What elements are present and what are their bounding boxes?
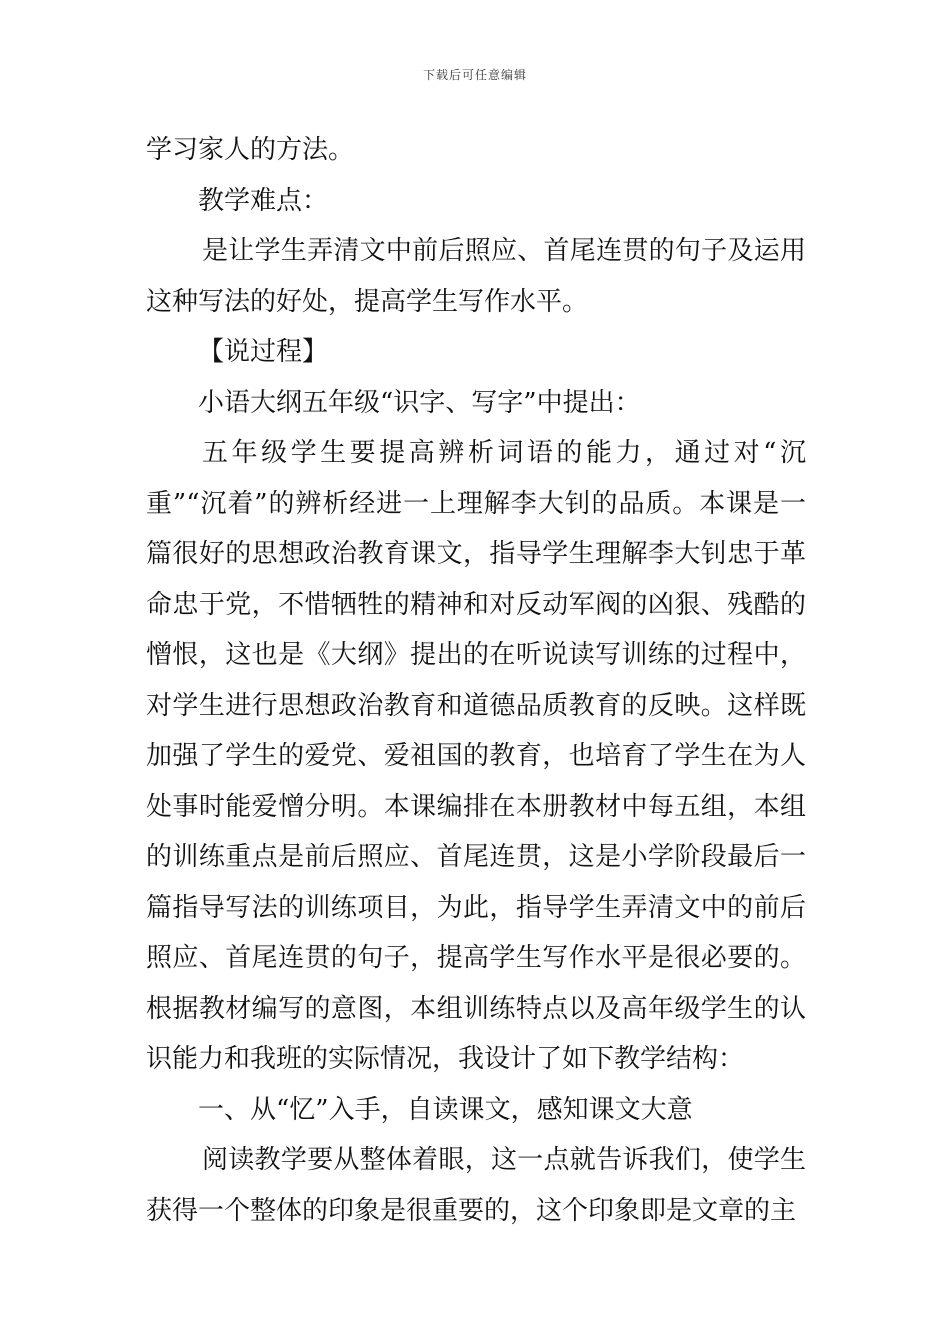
heading-step-one: 一、从“忆”入手，自读课文，感知课文大意 [198,1094,693,1125]
paragraph-syllabus: 小语大纲五年级“识字、写字”中提出： [198,387,641,418]
heading-teaching-difficulty: 教学难点： [198,185,329,216]
paragraph-continuation: 学习家人的方法。 [146,135,355,165]
paragraph-difficulty: 是让学生弄清文中前后照应、首尾连贯的句子及运用这种写法的好处，提高学生写作水平。 [146,236,806,317]
paragraph-reading: 阅读教学要从整体着眼，这一点就告诉我们，使学生获得一个整体的印象是很重要的，这个印象即是文章的主 [146,1145,806,1226]
paragraph-main: 五年级学生要提高辨析词语的能力，通过对“沉重”“沉着”的辨析经进一上理解李大钊的品质。本课是一篇很好的思想政治教育课文，指导学生理解李大钊忠于革命忠于党，不惜牺牲的精神和对反动军阀的凶狠、残酷的憎恨，这也是《大纲》提出的在听说读写训练的过程中，对学生进行思想政治教育和道德品质教育的反映。这样既加强了学生的爱党、爱祖国的教育，也培育了学生在为人处事时能爱憎分明。本课编排在本册教材中每五组，本组的训练重点是前后照应、首尾连贯，这是小学阶段最后一篇指导写法的训练项目，为此，指导学生弄清文中的前后照应、首尾连贯的句子，提高学生写作水平是很必要的。根据教材编写的意图，本组训练特点以及高年级学生的认识能力和我班的实际情况，我设计了如下教学结构： [146,438,806,1074]
page-header: 下载后可任意编辑 [422,68,527,82]
document-body [146,125,806,1236]
heading-process: 【说过程】 [198,337,329,367]
